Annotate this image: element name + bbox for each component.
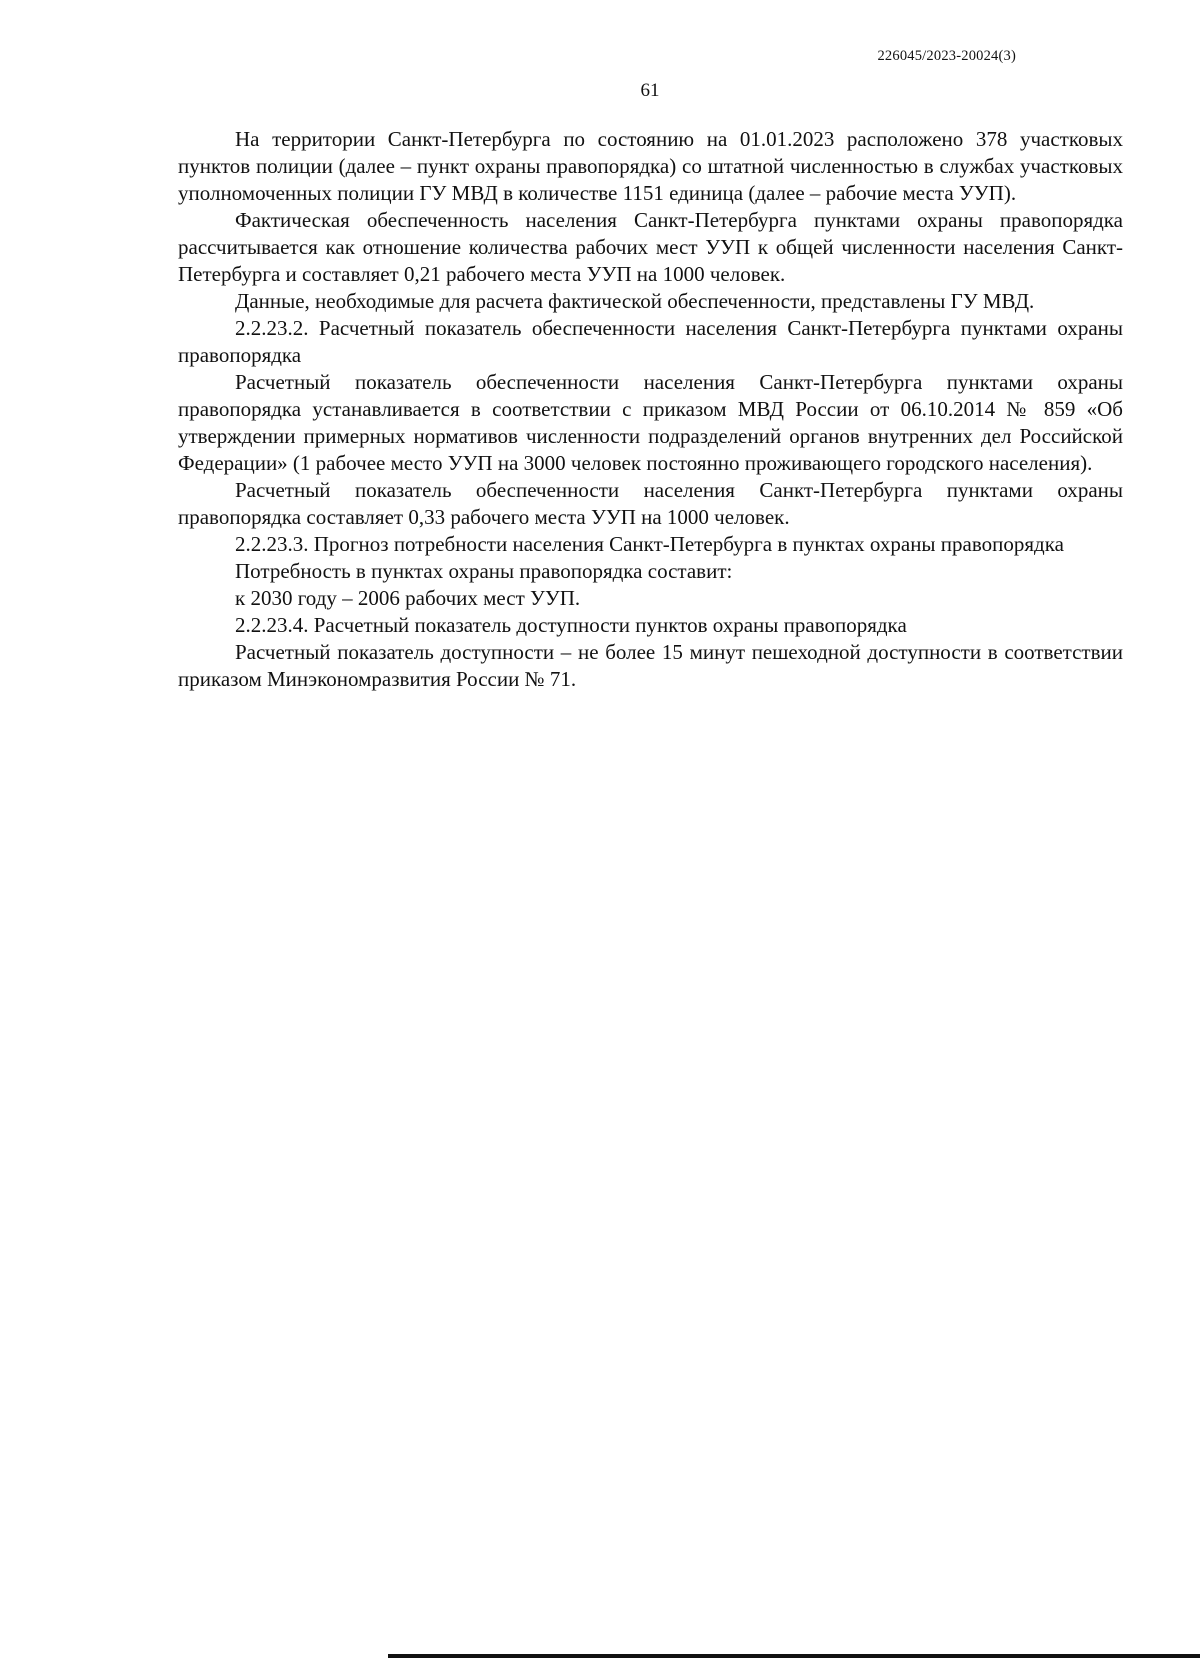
section-heading-2-2-23-4: 2.2.23.4. Расчетный показатель доступности пунктов охраны правопорядка [235,613,907,637]
section-heading-2-2-23-2: 2.2.23.2. Расчетный показатель обеспеченности населения Санкт-Петербурга пунктами охраны правопорядка [178,316,1123,367]
paragraph-accessibility-indicator: Расчетный показатель доступности – не более 15 минут пешеходной доступности в соответствии приказом Минэкономразвития России № 71. [178,640,1123,691]
paragraph-calculated-indicator-value: Расчетный показатель обеспеченности населения Санкт-Петербурга пунктами охраны правопорядка составляет 0,33 рабочего места УУП на 1000 человек. [178,478,1123,529]
paragraph-calculated-indicator-basis: Расчетный показатель обеспеченности населения Санкт-Петербурга пунктами охраны правопорядка устанавливается в соответствии с приказом МВД России от 06.10.2014 № 859 «Об утверждении примерных нормативов численности подразделений органов внутренних дел Российской Федерации» (1 рабочее место УУП на 3000 человек постоянно проживающего городского населения). [178,370,1123,475]
paragraph-demand-intro: Потребность в пунктах охраны правопорядка составит: [235,559,733,583]
bottom-scan-edge-line [388,1654,1200,1658]
document-body [178,126,1123,693]
page-number: 61 [640,80,660,101]
paragraph-actual-provision: Фактическая обеспеченность населения Санкт-Петербурга пунктами охраны правопорядка рассчитывается как отношение количества рабочих мест УУП к общей численности населения Санкт-Петербурга и составляет 0,21 рабочего места УУП на 1000 человек. [178,208,1123,286]
document-registration-number: 226045/2023-20024(3) [877,48,1016,64]
section-heading-2-2-23-3: 2.2.23.3. Прогноз потребности населения Санкт-Петербурга в пунктах охраны правопорядка [235,532,1064,556]
paragraph-data-source: Данные, необходимые для расчета фактической обеспеченности, представлены ГУ МВД. [235,289,1035,313]
paragraph-police-points-count: На территории Санкт-Петербурга по состоянию на 01.01.2023 расположено 378 участковых пунктов полиции (далее – пункт охраны правопорядка) со штатной численностью в службах участковых уполномоченных полиции ГУ МВД в количестве 1151 единица (далее – рабочие места УУП). [178,127,1123,205]
paragraph-demand-2030: к 2030 году – 2006 рабочих мест УУП. [235,586,581,610]
